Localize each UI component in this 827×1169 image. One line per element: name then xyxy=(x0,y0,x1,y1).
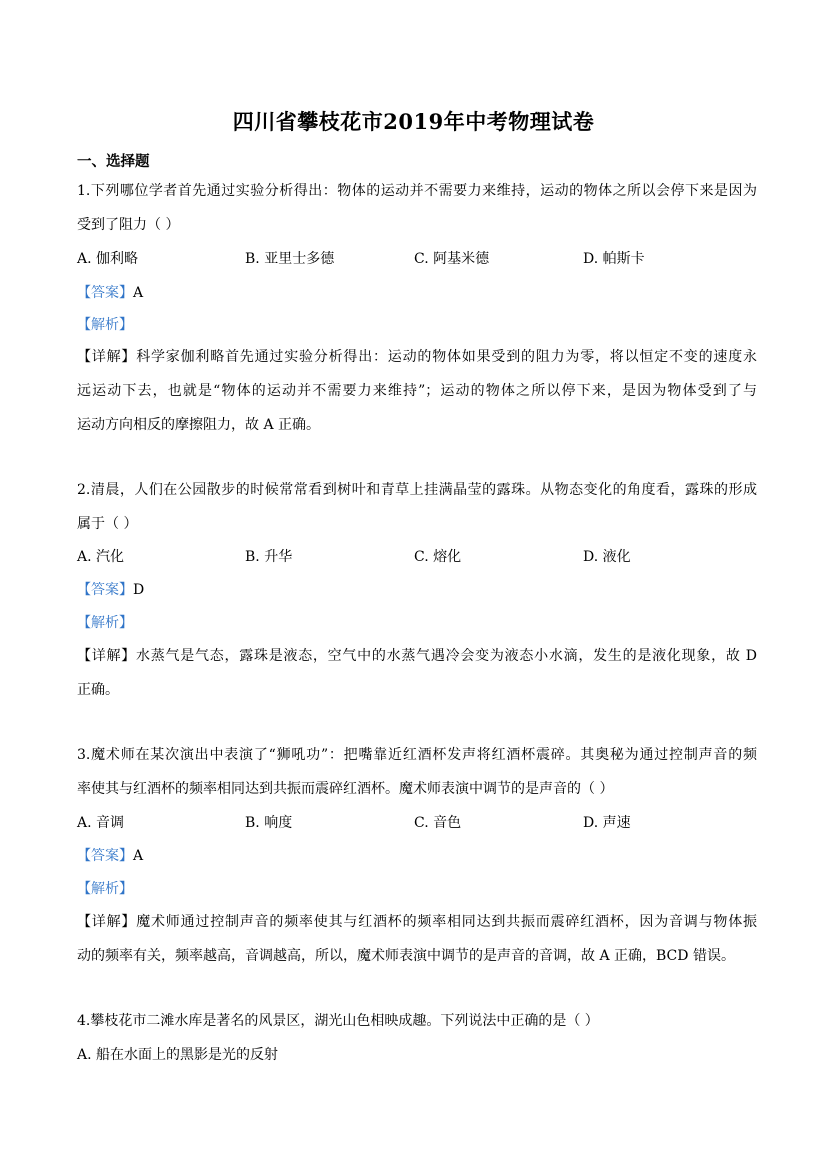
question-3-analysis xyxy=(77,879,757,899)
answer-label: 【答案】 xyxy=(77,848,133,864)
question-1-stem-line-1: 1.下列哪位学者首先通过实验分析得出：物体的运动并不需要力来维持，运动的物体之所以会停下来是因为 xyxy=(77,183,757,199)
detail-text: 科学家伽利略首先通过实验分析得出：运动的物体如果受到的阻力为零，将以恒定不变的速度永 xyxy=(136,349,758,365)
question-3-detail-line-1 xyxy=(77,912,757,932)
question-2-stem-line-2: 属于（ ） xyxy=(77,516,138,532)
detail-text: 魔术师通过控制声音的频率使其与红酒杯的频率相同达到共振而震碎红酒杯，因为音调与物体振 xyxy=(136,914,758,930)
answer-value: A xyxy=(133,848,144,864)
analysis-label: 【解析】 xyxy=(77,615,133,631)
question-1-detail-line-3: 运动方向相反的摩擦阻力，故 A 正确。 xyxy=(77,417,321,433)
question-1-detail-line-2: 远运动下去，也就是“物体的运动并不需要力来维持”；运动的物体之所以停下来，是因为物体受到了与 xyxy=(77,383,757,399)
page-title: 四川省攀枝花市2019年中考物理试卷 xyxy=(232,109,595,134)
answer-label: 【答案】 xyxy=(77,582,133,598)
question-3-stem-line-2: 率使其与红酒杯的频率相同达到共振而震碎红酒杯。魔术师表演中调节的是声音的（ ） xyxy=(77,781,614,797)
question-2-detail-line-1 xyxy=(77,646,757,666)
detail-text: 水蒸气是气态，露珠是液态，空气中的水蒸气遇冷会变为液态小水滴，发生的是液化现象，故 D xyxy=(135,648,757,664)
answer-value: A xyxy=(133,285,144,301)
question-1-option-d: D. 帕斯卡 xyxy=(583,251,645,267)
question-3-option-c: C. 音色 xyxy=(414,815,462,831)
question-1-answer xyxy=(77,283,757,303)
analysis-label: 【解析】 xyxy=(77,881,133,897)
question-1-option-a: A. 伽利略 xyxy=(77,251,139,267)
question-1-detail-line-1 xyxy=(77,347,757,367)
answer-value: D xyxy=(133,582,145,598)
question-1-option-b: B. 亚里士多德 xyxy=(245,251,335,267)
question-2-option-d: D. 液化 xyxy=(583,549,631,565)
question-1-stem-line-2: 受到了阻力（ ） xyxy=(77,217,180,233)
question-3-answer xyxy=(77,846,757,866)
question-2-option-a: A. 汽化 xyxy=(77,549,125,565)
detail-label: 【详解】 xyxy=(77,914,137,930)
analysis-label: 【解析】 xyxy=(77,317,133,333)
question-1-option-c: C. 阿基米德 xyxy=(414,251,490,267)
question-2-answer xyxy=(77,580,757,600)
question-2-stem-line-1: 2.清晨，人们在公园散步的时候常常看到树叶和青草上挂满晶莹的露珠。从物态变化的角度看，露珠的形成 xyxy=(77,482,757,498)
question-3-detail-line-2: 动的频率有关，频率越高，音调越高，所以，魔术师表演中调节的是声音的音调，故 A 正确，BCD 错误。 xyxy=(77,948,735,964)
question-2-detail-line-2: 正确。 xyxy=(77,682,119,698)
section-heading: 一、选择题 xyxy=(77,153,150,170)
answer-label: 【答案】 xyxy=(77,285,133,301)
question-2-option-b: B. 升华 xyxy=(245,549,293,565)
question-2-option-c: C. 熔化 xyxy=(414,549,462,565)
question-4-option-a: A. 船在水面上的黑影是光的反射 xyxy=(77,1047,279,1063)
question-1-analysis xyxy=(77,315,757,335)
question-2-analysis xyxy=(77,613,757,633)
question-3-stem-line-1: 3.魔术师在某次演出中表演了“狮吼功”：把嘴靠近红酒杯发声将红酒杯震碎。其奥秘为通过控制声音的频 xyxy=(77,747,757,763)
question-3-option-d: D. 声速 xyxy=(583,815,631,831)
question-3-option-a: A. 音调 xyxy=(77,815,125,831)
detail-label: 【详解】 xyxy=(77,349,137,365)
detail-label: 【详解】 xyxy=(77,648,136,664)
question-3-option-b: B. 响度 xyxy=(245,815,293,831)
question-4-stem-line-1: 4.攀枝花市二滩水库是著名的风景区，湖光山色相映成趣。下列说法中正确的是（ ） xyxy=(77,1013,599,1029)
